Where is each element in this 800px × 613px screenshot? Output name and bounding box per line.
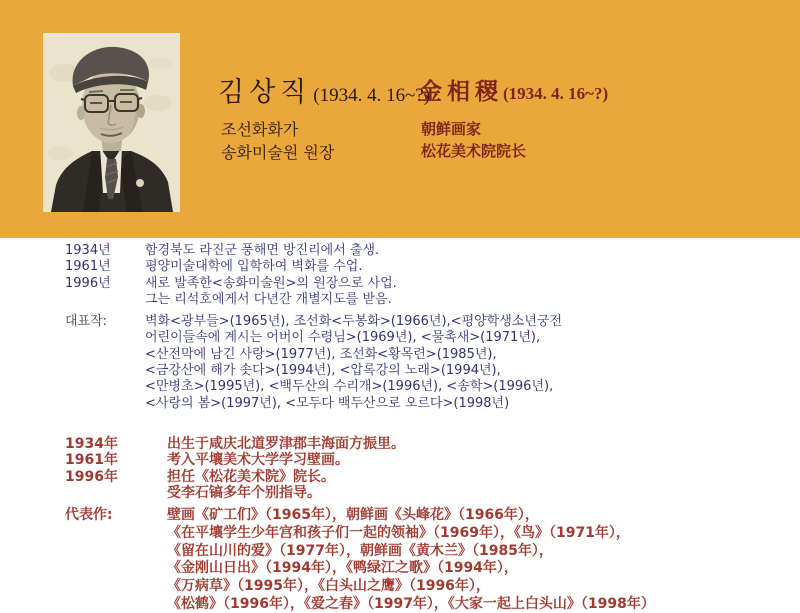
bio-row [65, 596, 655, 613]
bio-row-label [65, 596, 167, 613]
bio-row-label: 1934年 [65, 436, 118, 452]
bio-row [65, 452, 655, 468]
bio-row [65, 396, 562, 412]
korean-dates: (1934. 4. 16~?) [313, 85, 431, 106]
chinese-occupation: 朝鲜画家 [421, 120, 482, 138]
bio-row-label [65, 347, 145, 363]
bio-row-label [65, 560, 167, 578]
bio-row-label [65, 396, 145, 412]
bio-row-label: 1996년 [65, 275, 111, 291]
bio-row-text: 考入平壤美术大学学习壁画。 [167, 452, 349, 469]
bio-row-label: 1961年 [65, 452, 118, 469]
bio-row-label [65, 578, 167, 596]
chinese-subtitles [421, 118, 526, 162]
chinese-dates: (1934. 4. 16~?) [503, 84, 609, 103]
bio-row-label [65, 379, 145, 395]
bio-row-label: 대표작: [65, 314, 108, 330]
bio-row-text: 《在平壤学生少年宫和孩子们一起的领袖》（1969年），《鸟》（1971年）， [167, 524, 630, 541]
bio-row-label [65, 330, 145, 346]
bio-row-label: 1961년 [65, 259, 111, 275]
korean-occupation: 조선화화가 [221, 120, 299, 139]
portrait-illustration [43, 33, 180, 212]
bio-row-text: <만병초>(1995년), <백두산의 수리개>(1996년), <송학>(1996년), [145, 379, 554, 395]
bio-row [65, 259, 562, 275]
bio-row [65, 525, 655, 543]
chinese-name-row [419, 73, 608, 106]
bio-row-text: 《松鹤》（1996年），《爱之春》（1997年），《大家一起上白头山》（1998年） [167, 595, 655, 612]
bio-row-label [65, 363, 145, 379]
bio-row [65, 469, 655, 485]
bio-row [65, 543, 655, 561]
bio-row [65, 276, 562, 292]
bio-row-text: 受李石镐多年个别指导。 [167, 484, 321, 501]
korean-name: 김상직 [218, 77, 312, 108]
bio-row-text: 새로 발족한<송화미술원>의 원장으로 사업. [145, 275, 397, 291]
chinese-bio-section [65, 436, 655, 613]
bio-row-text: 함경북도 라진군 풍해면 방진리에서 출생. [145, 243, 380, 258]
bio-row-text: 《留在山川的爱》（1977年），朝鲜画《黄木兰》（1985年）， [167, 542, 553, 559]
korean-bio-section [65, 243, 562, 412]
chinese-name: 金相稷 [419, 79, 503, 105]
bio-row [65, 243, 562, 259]
bio-row-text: <사랑의 봄>(1997년), <모두다 백두산으로 오르다>(1998년) [145, 395, 510, 411]
bio-row-text: 그는 리석호에게서 다년간 개별지도를 받음. [145, 291, 392, 307]
bio-row-text: 《金刚山日出》（1994年），《鸭绿江之歌》（1994年）， [167, 560, 518, 577]
bio-row-text: 出生于咸庆北道罗津郡丰海面方振里。 [167, 436, 405, 452]
korean-name-row [218, 70, 430, 109]
bio-row [65, 507, 655, 525]
bio-row-text: 어린이들속에 계시는 어버이 수령님>(1969년), <물촉새>(1971년), [145, 330, 541, 346]
bio-row-label [65, 292, 145, 308]
bio-row-label [65, 525, 167, 543]
korean-position: 송화미술원 원장 [221, 143, 335, 162]
bio-row [65, 379, 562, 395]
bio-row-text: 평양미술대학에 입학하여 벽화를 수업. [145, 259, 363, 275]
bio-row-label: 1996年 [65, 468, 118, 485]
bio-row-text: 壁画《矿工们》（1965年），朝鲜画《头峰花》（1966年）， [167, 507, 539, 524]
portrait-photo [43, 33, 180, 212]
bio-row-label: 1934년 [65, 243, 111, 258]
korean-subtitles [221, 118, 334, 164]
bio-row [65, 363, 562, 379]
bio-row-text: 벽화<광부들>(1965년), 조선화<두봉화>(1966년),<평양학생소년궁전 [145, 314, 563, 330]
bio-row [65, 436, 655, 452]
bio-row [65, 578, 655, 596]
bio-row [65, 314, 562, 330]
bio-row [65, 485, 655, 501]
bio-row [65, 330, 562, 346]
chinese-position: 松花美术院院长 [421, 142, 527, 160]
bio-row [65, 560, 655, 578]
bio-row [65, 347, 562, 363]
bio-row-text: 担任《松花美术院》院长。 [167, 468, 335, 485]
bio-row-text: <산전막에 남긴 사랑>(1977년), 조선화<황목련>(1985년), [145, 346, 497, 362]
bio-row-text: <금강산에 해가 솟다>(1994년), <압록강의 노래>(1994년), [145, 363, 501, 379]
bio-row-label [65, 543, 167, 561]
bio-row [65, 292, 562, 308]
bio-row-label: 代表作: [65, 507, 113, 524]
bio-row-text: 《万病草》（1995年），《白头山之鹰》（1996年）， [167, 578, 490, 594]
bio-row-label [65, 485, 167, 501]
